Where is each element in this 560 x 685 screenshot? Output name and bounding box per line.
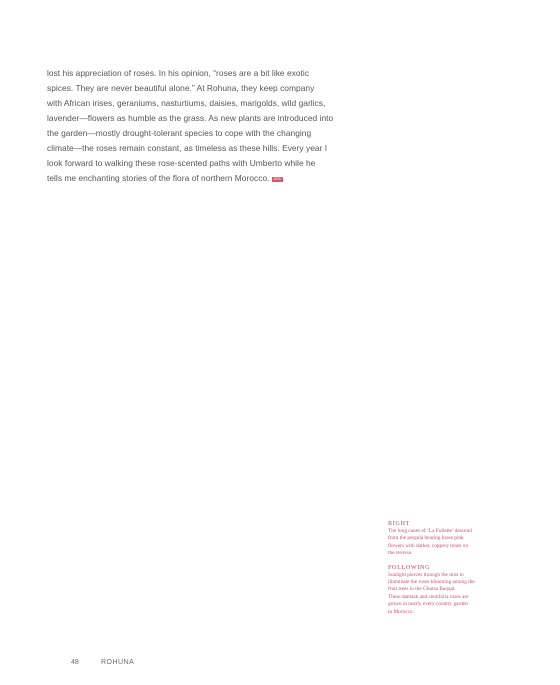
caption-right — [388, 520, 514, 558]
caption-following — [388, 564, 514, 616]
body-line-last — [47, 156, 339, 171]
caption-line: fruit trees in the Gharsa Baqqal. — [388, 586, 456, 593]
caption-line: the reverse. — [388, 550, 413, 557]
caption-label: RIGHT — [388, 520, 410, 527]
caption-text — [388, 528, 514, 558]
body-line: the garden—mostly drought-tolerant species to cope with the changing — [47, 128, 312, 138]
body-line: climate—the roses remain constant, as timeless as these hills. Every year I — [47, 143, 328, 153]
caption-line: in Morocco. — [388, 608, 414, 615]
end-mark-badge: DRC — [273, 177, 282, 181]
page-number: 48 — [71, 659, 79, 666]
page-footer — [71, 658, 134, 667]
body-line: look forward to walking these rose-scented paths with Umberto while he — [47, 158, 316, 168]
body-line: lavender—flowers as humble as the grass. As new plants are introduced into — [47, 113, 334, 123]
caption-column — [388, 520, 514, 616]
caption-line: from the pergola bearing loose pink — [388, 535, 464, 542]
caption-line: illuminate the roses blooming among the — [388, 579, 475, 586]
caption-line: The long canes of ‘La Follette’ descend — [388, 528, 472, 534]
caption-line: flowers with darker, coppery tones on — [388, 542, 469, 549]
caption-line: grown in nearly every country garden — [388, 601, 468, 608]
caption-label: FOLLOWING — [388, 563, 431, 571]
caption-line: Sunlight pierces through the mist to — [388, 571, 464, 578]
caption-line: These damask and centifolia roses are — [388, 593, 469, 600]
body-line: lost his appreciation of roses. In his opinion, “roses are a bit like exotic — [47, 68, 310, 78]
caption-text — [388, 572, 514, 616]
body-line-final — [47, 171, 339, 186]
body-line: spices. They are never beautiful alone.” At Rohuna, they keep company — [47, 83, 315, 93]
body-line: tells me enchanting stories of the flora of northern Morocco. — [47, 173, 270, 183]
running-title: ROHUNA — [100, 659, 135, 666]
body-line: with African irises, geraniums, nasturtiums, daisies, marigolds, wild garlics, — [47, 98, 326, 108]
body-paragraph — [47, 66, 339, 186]
